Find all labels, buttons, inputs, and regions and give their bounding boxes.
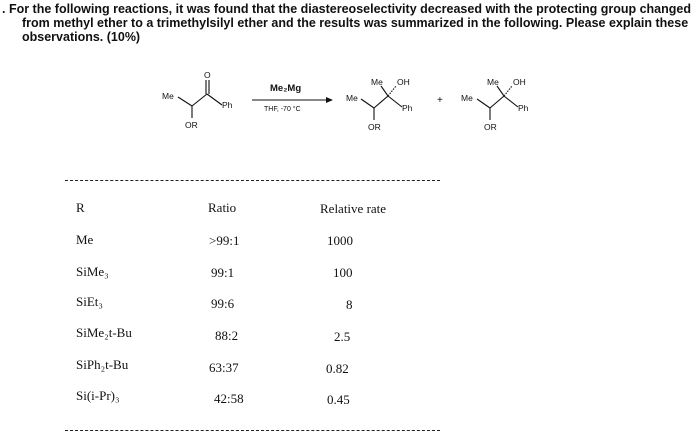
cell-relative-rate: 100 xyxy=(333,265,353,280)
product-2-me-left-label: Me xyxy=(461,93,473,103)
reagent-label: Me₂Mg xyxy=(270,83,302,94)
cell-ratio: 63:37 xyxy=(209,360,239,375)
cell-relative-rate: 2.5 xyxy=(334,329,351,344)
header-ratio: Ratio xyxy=(208,200,237,215)
product-1-oh-label: OH xyxy=(397,77,410,87)
cell-r: Si(i-Pr)₃ xyxy=(76,388,120,403)
cell-r: Me xyxy=(76,232,94,247)
table-bottom-divider xyxy=(65,430,440,431)
reaction-arrow xyxy=(252,97,333,103)
cell-r: SiEt₃ xyxy=(76,294,103,309)
reactant-me-label: Me xyxy=(162,91,174,101)
reactant-structure xyxy=(178,80,222,118)
cell-ratio: >99:1 xyxy=(209,233,240,248)
product-1-me-left-label: Me xyxy=(346,93,358,103)
plus-sign: + xyxy=(437,95,443,106)
cell-ratio: 99:6 xyxy=(211,296,235,311)
cell-ratio: 42:58 xyxy=(214,391,244,406)
cell-relative-rate: 1000 xyxy=(327,233,353,248)
header-r: R xyxy=(76,200,85,215)
table-top-divider xyxy=(65,180,440,181)
question-line-2: from methyl ether to a trimethylsilyl ether and the results was summarized in the following. Please explain these xyxy=(22,16,689,30)
reaction-scheme xyxy=(0,0,692,160)
cell-ratio: 99:1 xyxy=(211,265,235,280)
reactant-carbonyl-o-label: O xyxy=(204,70,211,80)
product-1-ph-label: Ph xyxy=(402,103,413,113)
question-line-1: . For the following reactions, it was found that the diastereoselectivity decreased with the protecting group changed xyxy=(2,2,691,16)
product-2-oh-label: OH xyxy=(513,77,526,87)
cell-relative-rate: 0.45 xyxy=(327,392,350,407)
product-2-or-label: OR xyxy=(484,122,497,132)
cell-relative-rate: 0.82 xyxy=(326,361,349,376)
cell-r: SiPh₂t-Bu xyxy=(76,357,129,372)
header-relative-rate: Relative rate xyxy=(320,201,387,216)
product-2-structure xyxy=(477,86,518,120)
question-line-3: observations. (10%) xyxy=(22,30,141,44)
product-2-me-top-label: Me xyxy=(487,77,499,87)
product-1-me-top-label: Me xyxy=(371,77,383,87)
reactant-or-label: OR xyxy=(185,120,198,130)
product-2-ph-label: Ph xyxy=(518,103,529,113)
cell-ratio: 88:2 xyxy=(215,328,239,343)
product-1-or-label: OR xyxy=(368,122,381,132)
reactant-ph-label: Ph xyxy=(222,100,233,110)
conditions-label: THF, -70 °C xyxy=(264,106,301,113)
cell-r: SiMe₂t-Bu xyxy=(76,325,132,340)
cell-relative-rate: 8 xyxy=(346,297,353,312)
product-1-structure xyxy=(361,86,402,120)
cell-r: SiMe₃ xyxy=(76,264,109,279)
